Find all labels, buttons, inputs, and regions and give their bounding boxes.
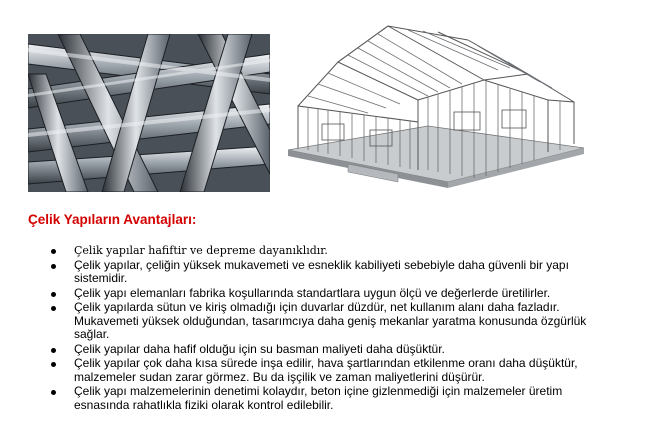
advantages-list (34, 244, 594, 413)
list-item: Çelik yapılar, çeliğin yüksek mukavemeti ve esneklik kabiliyeti sebebiyle daha güvenli bir yapı sistemidir. (34, 259, 594, 286)
section-heading: Çelik Yapıların Avantajları: (28, 212, 197, 227)
steel-profiles-image (28, 34, 270, 192)
list-item: Çelik yapı elemanları fabrika koşullarında standartlara uygun ölçü ve değerlerde üretilirler. (34, 287, 594, 301)
list-item: Çelik yapı malzemelerinin denetimi kolaydır, beton içine gizlenmediği için malzemeler üretim esnasında rahatlıkla fiziki olarak kontrol edilebilir. (34, 385, 594, 412)
list-item: Çelik yapılarda sütun ve kiriş olmadığı için duvarlar düzdür, net kullanım alanı daha fazladır. Mukavemeti yüksek olduğundan, tasarımcıya daha geniş mekanlar yaratma konusunda özgürlük sağlar. (34, 301, 594, 342)
steel-house-frame-image (278, 22, 594, 194)
list-item: Çelik yapılar hafiftir ve depreme dayanıklıdır. (34, 244, 594, 258)
list-item: Çelik yapılar çok daha kısa sürede inşa edilir, hava şartlarından etkilenme oranı daha düşüktür, malzemeler sudan zarar görmez. Bu da işçilik ve zaman maliyetlerini düşürür. (34, 357, 594, 384)
list-item: Çelik yapılar daha hafif olduğu için su basman maliyeti daha düşüktür. (34, 343, 594, 357)
